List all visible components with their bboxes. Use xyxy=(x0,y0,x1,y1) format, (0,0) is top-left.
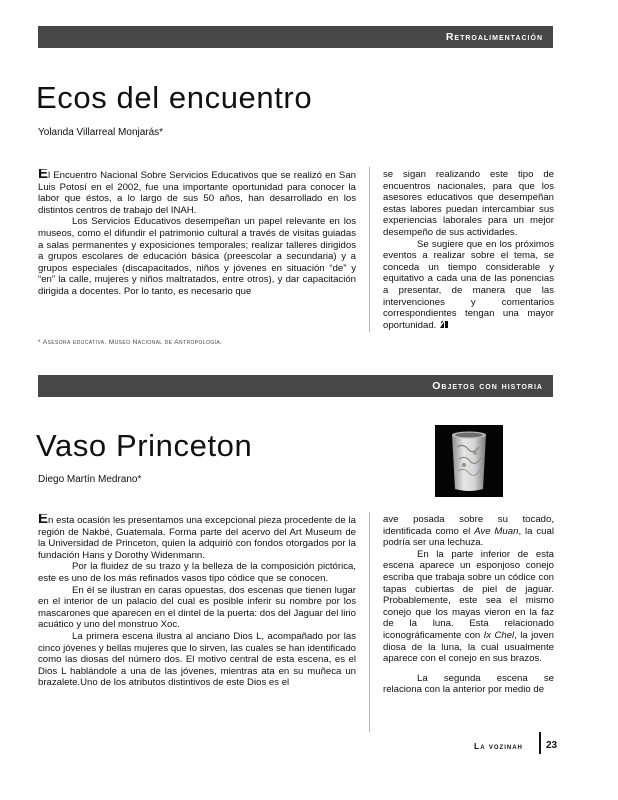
paragraph-text: n esta ocasión les presentamos una excepcional pieza procedente de la región de Nakbé, Guatemala. Forma parte del acervo del Art Museum de la Universidad de Princeton, quien la adquirió con fondos otorgados por la fundación Hans y Dorothy Widenmann. xyxy=(38,515,356,561)
article-author-martin: Diego Martín Medrano* xyxy=(38,474,142,485)
article1-paragraph: Los Servicios Educativos desempeñan un papel relevante en los museos, como el difundir el patrimonio cultural a través de visitas guiadas a salas permanentes y exposiciones temporales; realizar talleres dirigidos a grupos escolares de educación básica (preescolar a secundaria) y a grupos especiales (discapacitados, niños y jóvenes en situación “de” y “en” la calle, mujeres y niños maltratados, entre otros), y dar capacitación dirigida a docentes. Por lo tanto, es necesario que xyxy=(38,216,356,297)
dropcap: E xyxy=(38,169,49,182)
article-author-villarreal: Yolanda Villarreal Monjarás* xyxy=(38,127,164,138)
article2-paragraph xyxy=(383,549,554,665)
article-title-ecos: Ecos del encuentro xyxy=(36,80,313,115)
publication-name: La vozinah xyxy=(474,741,523,751)
page-number: 23 xyxy=(546,740,558,751)
vase-image xyxy=(435,425,503,497)
article2-paragraph: La segunda escena se relaciona con la anterior por medio de xyxy=(383,672,554,696)
paragraph-text: En la parte inferior de esta escena aparece un esponjoso conejo escriba que trabaja sobre un códice con tapas cubiertas de piel de jaguar. Probablemente, este sea el mismo conejo que los mayas vieron en la faz de la luna. Esta relacionado iconográficamente con xyxy=(383,548,554,641)
paragraph-text: Se sugiere que en los próximos eventos a realizar sobre el tema, se conceda un tiempo considerable y equitativo a cada una de las ponencias a presentar, de manera que las intervenciones y comentarios correspondientes tengan una mayor oportunidad. xyxy=(383,238,554,331)
article1-column-right xyxy=(383,169,554,337)
section-banner-retroalimentacion: Retroalimentación xyxy=(38,26,553,48)
paragraph-text: ave posada sobre su tocado, identificada como el xyxy=(383,514,554,537)
article1-column-left xyxy=(38,169,356,309)
footer-divider xyxy=(539,732,541,754)
article2-paragraph: En él se ilustran en caras opuestas, dos escenas que tienen lugar en el interior de un palacio del cual es posible inferir su nombre por los mascarones que aparecen en el dintel de la puerta: dos del Jaguar del lirio acuático y uno del monstruo Xoc. xyxy=(38,584,356,631)
article2-column-left xyxy=(38,514,356,729)
paragraph-text: , la joven diosa de la luna, la cual usualmente aparece con el conejo en sus brazos. xyxy=(383,629,554,665)
column-divider xyxy=(369,167,370,332)
paragraph-text: l Encuentro Nacional Sobre Servicios Educativos que se realizó en San Luis Potosí en el 2002, fue una importante oportunidad para conocer la labor que éstos, a lo largo de sus 50 años, han desarrollado en los distintos centros de trabajo del INAH. xyxy=(38,170,356,216)
vase-photo xyxy=(435,425,503,497)
author-footnote: * Asesora educativa. Museo Nacional de Antropología. xyxy=(38,339,223,346)
article2-paragraph: Por la fluidez de su trazo y la belleza de la composición pictórica, este es uno de los más refinados vasos tipo códice que se conocen. xyxy=(38,561,356,584)
section-banner-objetos: Objetos con historia xyxy=(38,375,553,397)
article2-column-right xyxy=(383,514,554,729)
article2-paragraph: La primera escena ilustra al anciano Dios L, acompañado por las cinco jóvenes y bellas mujeres que lo sirven, las cuales se han identificado como las diosas del número dos. El motivo central de esta escena, es el Dios L hablándole a una de las jóvenes, mientras ata en su muñeca un brazalete.Uno de los atributos distintivos de este Dios es el xyxy=(38,630,356,689)
article1-paragraph xyxy=(383,239,554,332)
paragraph-text: , la cual podría ser una lechuza. xyxy=(383,525,554,549)
article2-paragraph xyxy=(38,514,356,561)
article2-paragraph xyxy=(383,514,554,549)
article-title-vaso: Vaso Princeton xyxy=(36,428,253,463)
emphasis-text: Ix Chel xyxy=(483,629,515,641)
end-of-article-icon xyxy=(439,320,449,329)
emphasis-text: Ave Muan xyxy=(474,525,519,537)
column-divider xyxy=(369,512,370,732)
dropcap: E xyxy=(38,514,49,527)
article1-paragraph: se sigan realizando este tipo de encuentros nacionales, para que los asesores educativos que desempeñan estas labores puedan intercambiar sus experiencias laborales para un mejor desempeño de sus actividades. xyxy=(383,169,554,238)
article1-paragraph xyxy=(38,169,356,216)
